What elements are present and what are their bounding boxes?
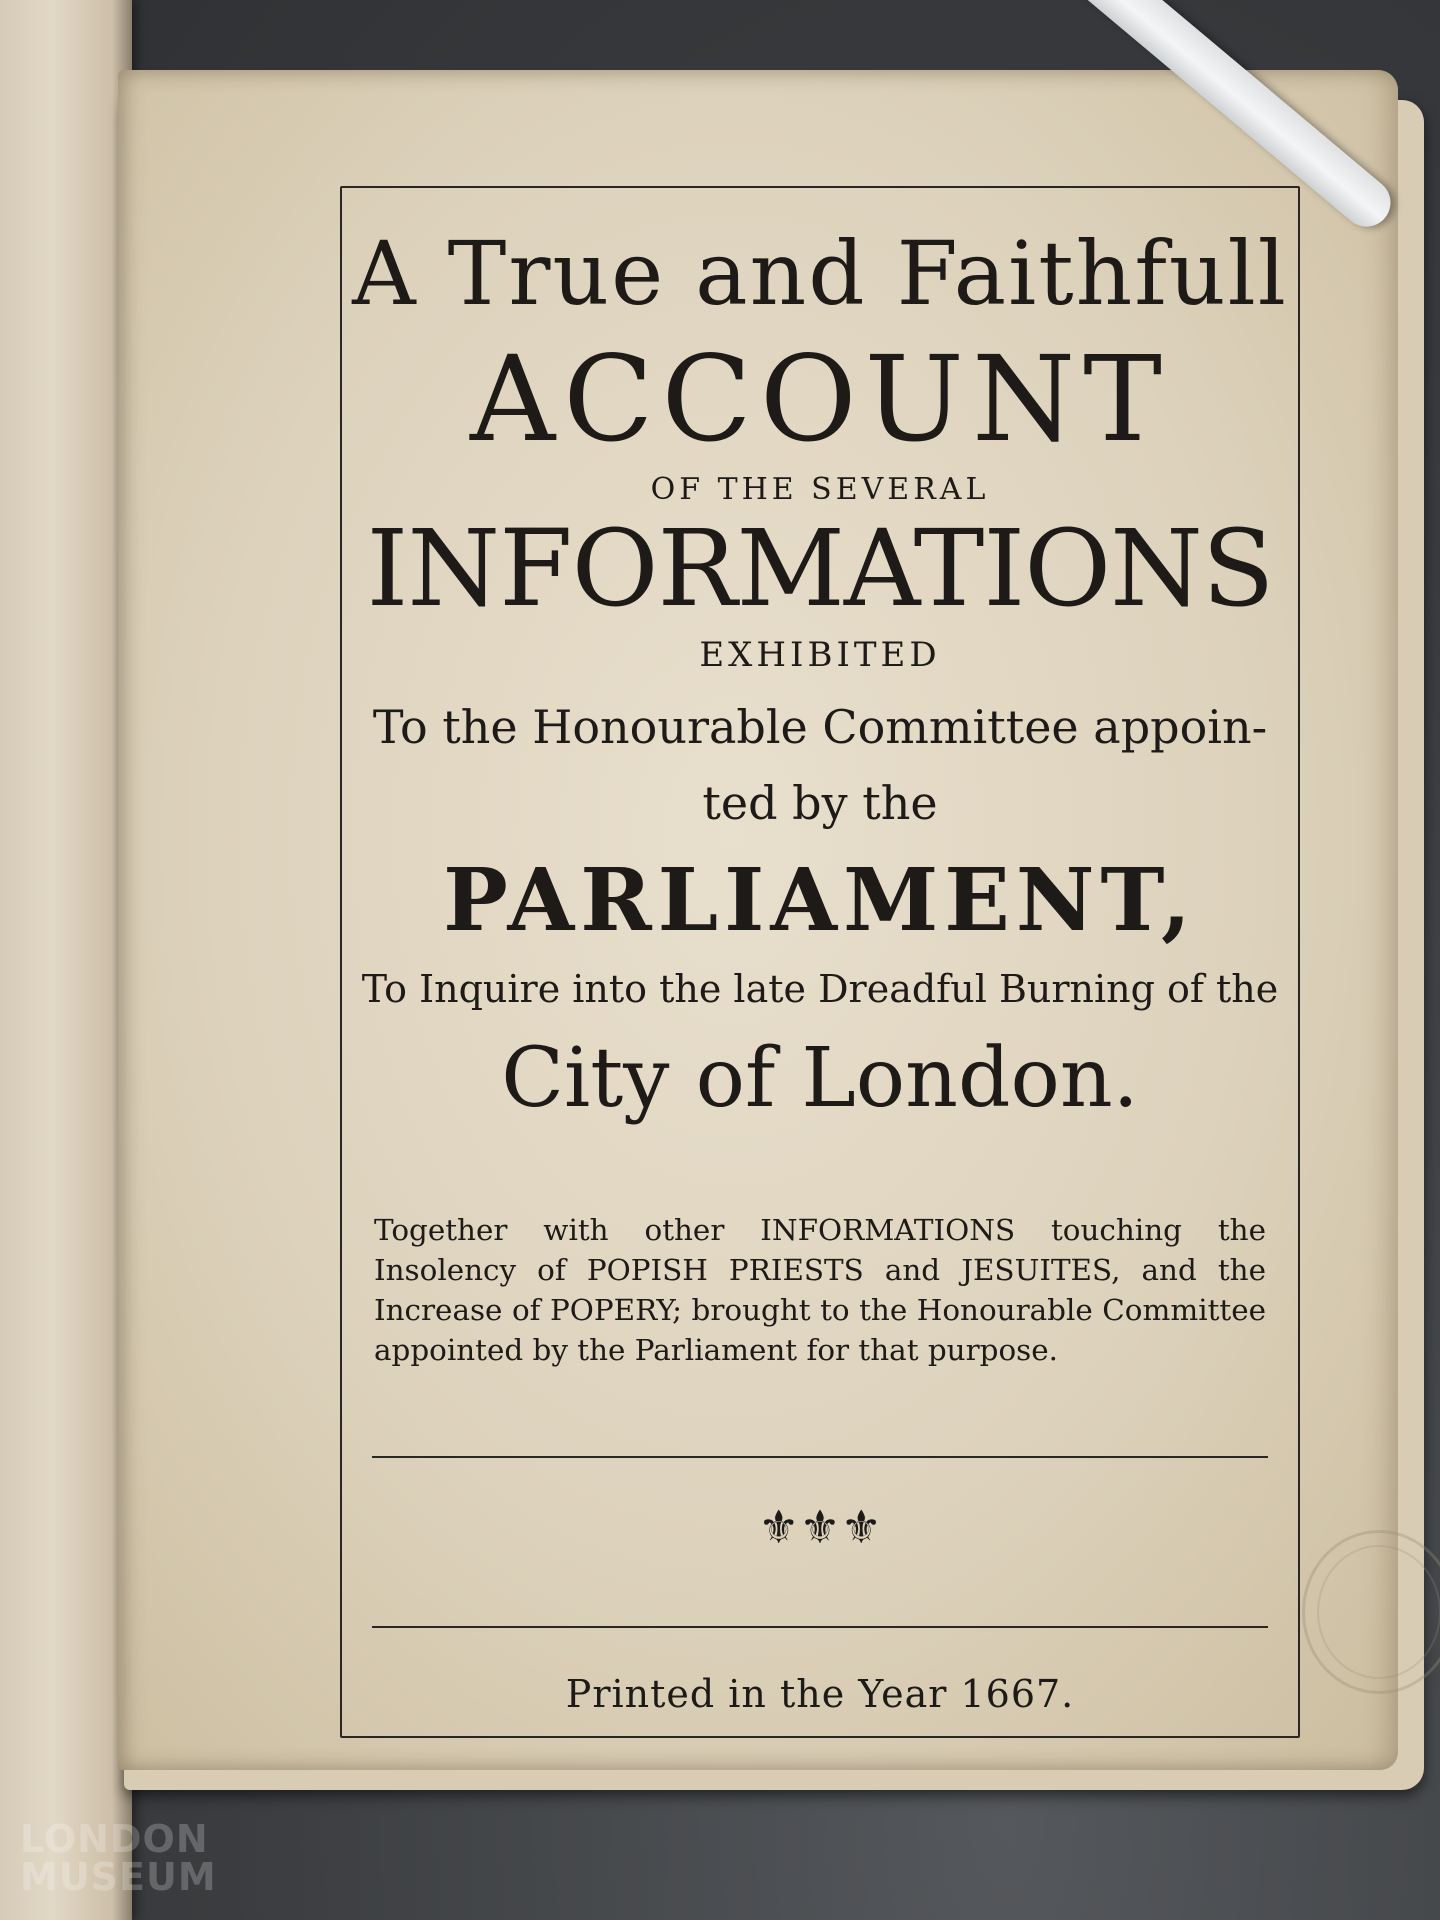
title-line-informations: INFORMATIONS: [366, 507, 1274, 630]
title-page: [118, 70, 1398, 1770]
watermark-line-2: MUSEUM: [20, 1855, 217, 1899]
title-line-exhibited: EXHIBITED: [699, 635, 941, 675]
title-line-committee: To the Honourable Committee appoin-: [372, 700, 1268, 754]
top-divider-rule: [372, 1456, 1268, 1458]
bottom-divider-rule: [372, 1626, 1268, 1628]
museum-watermark-logo: [20, 1817, 217, 1899]
watermark-line-1: LONDON: [20, 1817, 209, 1861]
title-line-city-of-london: City of London.: [501, 1031, 1139, 1126]
title-line-ted-by-the: ted by the: [702, 776, 938, 830]
subtitle-paragraph: Together with other INFORMATIONS touching the Insolency of POPISH PRIESTS and JESUITES, and the Increase of POPERY; brought to the Honourable Committee appointed by the Parliament for that purpose.: [374, 1213, 1266, 1367]
title-line-parliament: PARLIAMENT,: [443, 850, 1197, 951]
title-line-of-the-several: OF THE SEVERAL: [650, 472, 990, 507]
library-stamp-icon: [1302, 1530, 1440, 1694]
title-line-account: ACCOUNT: [470, 330, 1170, 468]
title-line-true-and-faithfull: A True and Faithfull: [352, 222, 1288, 325]
left-facing-page: [0, 0, 132, 1920]
fleur-de-lis-ornament-icon: ⚜⚜⚜: [758, 1500, 882, 1554]
title-line-to-inquire: To Inquire into the late Dreadful Burning of the: [361, 967, 1279, 1011]
imprint-line: Printed in the Year 1667.: [565, 1672, 1075, 1716]
printed-border-frame: [340, 186, 1300, 1738]
